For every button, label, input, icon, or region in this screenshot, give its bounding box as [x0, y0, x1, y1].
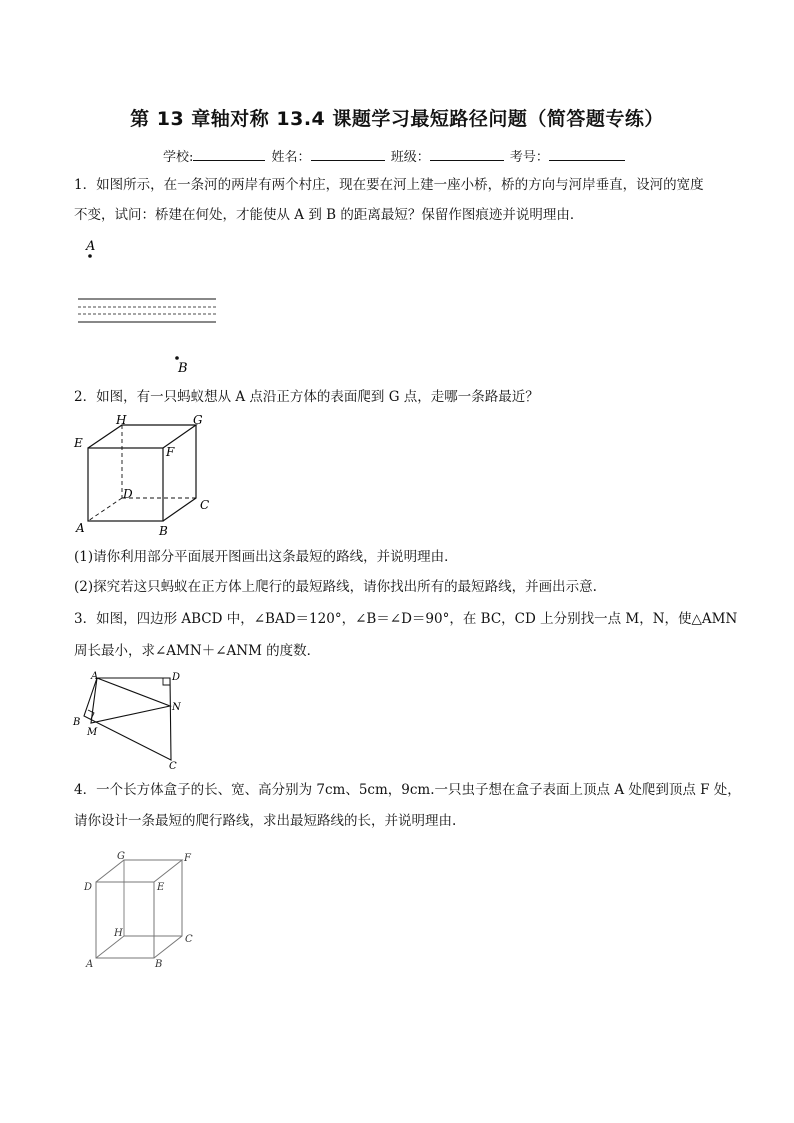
q3-quadrilateral-figure	[70, 668, 200, 773]
q3-text-line2: 周长最小，求∠AMN＋∠ANM 的度数．	[74, 643, 321, 659]
q1-point-b	[175, 356, 179, 360]
q2-label-f: F	[166, 445, 175, 459]
name-blank[interactable]	[311, 146, 385, 161]
school-label: 学校:	[163, 150, 194, 165]
q2-text-line1: 2．如图，有一只蚂蚁想从 A 点沿正方体的表面爬到 G 点，走哪一条路最近？	[74, 389, 539, 405]
q1-text-line1: 1．如图所示，在一条河的两岸有两个村庄，现在要在河上建一座小桥，桥的方向与河岸垂直，设河的宽度	[74, 177, 704, 193]
q2-cube-front-face	[88, 448, 163, 521]
q2-label-c: C	[200, 498, 210, 512]
q4-label-d: D	[84, 882, 93, 893]
q2-cube-figure	[70, 412, 220, 542]
school-blank[interactable]	[193, 146, 265, 161]
q4-box-top-edges	[96, 860, 182, 882]
q2-label-h: H	[116, 413, 127, 427]
q4-label-b: B	[155, 959, 163, 970]
q2-label-b: B	[159, 524, 168, 538]
q2-label-d: D	[123, 487, 133, 501]
q2-label-a: A	[76, 521, 85, 535]
q4-text-line2: 请你设计一条最短的爬行路线，求出最短路线的长，并说明理由.	[74, 813, 457, 829]
q4-box-right-edges	[154, 860, 182, 958]
q1-label-b: B	[178, 361, 188, 376]
q3-label-c: C	[169, 761, 177, 772]
q3-label-b: B	[73, 717, 81, 728]
page-title: 第 13 章轴对称 13.4 课题学习最短路径问题（简答题专练）	[130, 108, 664, 130]
q4-label-a: A	[86, 959, 94, 970]
q4-text-line1: 4．一个长方体盒子的长、宽、高分别为 7cm、5cm，9cm.一只虫子想在盒子表面上顶点 A 处爬到顶点 F 处，	[74, 782, 741, 798]
q3-label-d: D	[172, 672, 181, 683]
class-label: 班级：	[390, 150, 430, 165]
student-info-row	[163, 146, 627, 165]
q3-right-angle-d	[163, 678, 170, 685]
name-label: 姓名：	[271, 150, 311, 165]
q4-box-figure	[80, 848, 210, 973]
number-blank[interactable]	[549, 146, 625, 161]
number-label: 考号：	[509, 150, 549, 165]
q4-box-hidden-ha	[96, 936, 124, 958]
q4-label-h: H	[114, 928, 123, 939]
q3-triangle-amn	[91, 678, 170, 723]
q4-label-f: F	[184, 853, 191, 864]
q1-text-line2: 不变，试问：桥建在何处，才能使从 A 到 B 的距离最短？保留作图痕迹并说明理由．	[74, 207, 584, 223]
q2-cube-hidden-da	[88, 498, 122, 521]
q2-label-g: G	[193, 413, 203, 427]
q3-label-a: A	[91, 671, 99, 682]
q4-box-front-face	[96, 882, 154, 958]
q3-label-m: M	[87, 727, 98, 738]
q4-label-g: G	[117, 851, 125, 862]
q1-river-figure	[70, 235, 240, 380]
q1-label-a: A	[86, 239, 96, 254]
q2-cube-top-edges	[88, 425, 196, 448]
q1-point-a	[88, 254, 92, 258]
q2-cube-right-edges	[163, 425, 196, 521]
q3-label-n: N	[172, 702, 181, 713]
q4-label-e: E	[157, 882, 165, 893]
q3-quadrilateral-abcd	[84, 678, 171, 760]
q2-label-e: E	[74, 436, 83, 450]
q2-subquestion-2: (2)探究若这只蚂蚁在正方体上爬行的最短路线，请你找出所有的最短路线，并画出示意.	[74, 579, 597, 595]
q4-label-c: C	[185, 934, 193, 945]
q2-subquestion-1: (1)请你利用部分平面展开图画出这条最短的路线，并说明理由．	[74, 549, 458, 565]
q3-text-line1: 3．如图，四边形 ABCD 中，∠BAD＝120°，∠B＝∠D＝90°，在 BC，CD 上分别找一点 M，N，使△AMN	[74, 611, 738, 627]
class-blank[interactable]	[430, 146, 504, 161]
